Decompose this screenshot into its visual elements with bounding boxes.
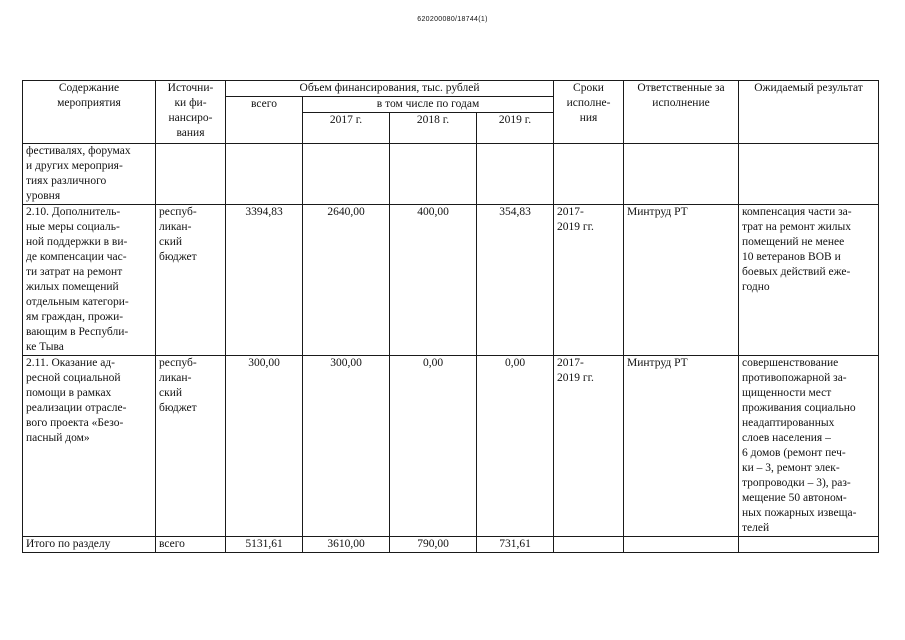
row-terms	[554, 144, 624, 205]
document-id: 620200080/18744(1)	[417, 16, 488, 23]
row-2018: 400,00	[390, 205, 477, 356]
row-2019	[477, 144, 554, 205]
table-row-total	[23, 537, 879, 553]
row-2018: 0,00	[390, 356, 477, 537]
row-result	[739, 537, 879, 553]
table-row	[23, 144, 879, 205]
row-source: всего	[156, 537, 226, 553]
header-terms: Сроки исполне- ния	[554, 81, 624, 144]
row-2019: 0,00	[477, 356, 554, 537]
row-responsible: Минтруд РТ	[624, 205, 739, 356]
row-total: 5131,61	[226, 537, 303, 553]
row-2017: 3610,00	[303, 537, 390, 553]
header-content: Содержание мероприятия	[23, 81, 156, 144]
row-content: Итого по разделу	[23, 537, 156, 553]
header-total: всего	[226, 97, 303, 144]
row-content: фестивалях, форумах и других мероприя- тиях различного уровня	[23, 144, 156, 205]
header-2017: 2017 г.	[303, 113, 390, 144]
header-funding: Объем финансирования, тыс. рублей	[226, 81, 554, 97]
row-terms: 2017- 2019 гг.	[554, 205, 624, 356]
funding-table	[22, 80, 879, 553]
row-2017: 2640,00	[303, 205, 390, 356]
row-2017	[303, 144, 390, 205]
row-terms	[554, 537, 624, 553]
row-responsible	[624, 537, 739, 553]
row-content: 2.11. Оказание ад- ресной социальной помощи в рамках реализации отрасле- вого проекта «Безо- пасный дом»	[23, 356, 156, 537]
header-result: Ожидаемый результат	[739, 81, 879, 144]
header-2018: 2018 г.	[390, 113, 477, 144]
row-result: совершенствование противопожарной за- щищенности мест проживания социально неадаптированных слоев населения – 6 домов (ремонт печ- ки – 3, ремонт элек- тропроводки – 3), раз- мещение 50 автоном- ных пожарных извеща- телей	[739, 356, 879, 537]
row-result: компенсация части за- трат на ремонт жилых помещений не менее 10 ветеранов ВОВ и боевых действий еже- годно	[739, 205, 879, 356]
table-row	[23, 356, 879, 537]
row-2018: 790,00	[390, 537, 477, 553]
header-sources: Источни- ки фи- нансиро- вания	[156, 81, 226, 144]
table-row	[23, 205, 879, 356]
row-source	[156, 144, 226, 205]
row-2019: 731,61	[477, 537, 554, 553]
row-2019: 354,83	[477, 205, 554, 356]
row-terms: 2017- 2019 гг.	[554, 356, 624, 537]
header-by-years: в том числе по годам	[303, 97, 554, 113]
row-2017: 300,00	[303, 356, 390, 537]
row-result	[739, 144, 879, 205]
header-responsible: Ответственные за исполнение	[624, 81, 739, 144]
row-total: 3394,83	[226, 205, 303, 356]
row-source: респуб- ликан- ский бюджет	[156, 356, 226, 537]
row-content: 2.10. Дополнитель- ные меры социаль- ной поддержки в ви- де компенсации час- ти затрат на ремонт жилых помещений отдельным категори- ям граждан, прожи- вающим в Республи- ке Тыва	[23, 205, 156, 356]
row-2018	[390, 144, 477, 205]
header-2019: 2019 г.	[477, 113, 554, 144]
row-total: 300,00	[226, 356, 303, 537]
row-responsible	[624, 144, 739, 205]
row-source: респуб- ликан- ский бюджет	[156, 205, 226, 356]
row-responsible: Минтруд РТ	[624, 356, 739, 537]
row-total	[226, 144, 303, 205]
